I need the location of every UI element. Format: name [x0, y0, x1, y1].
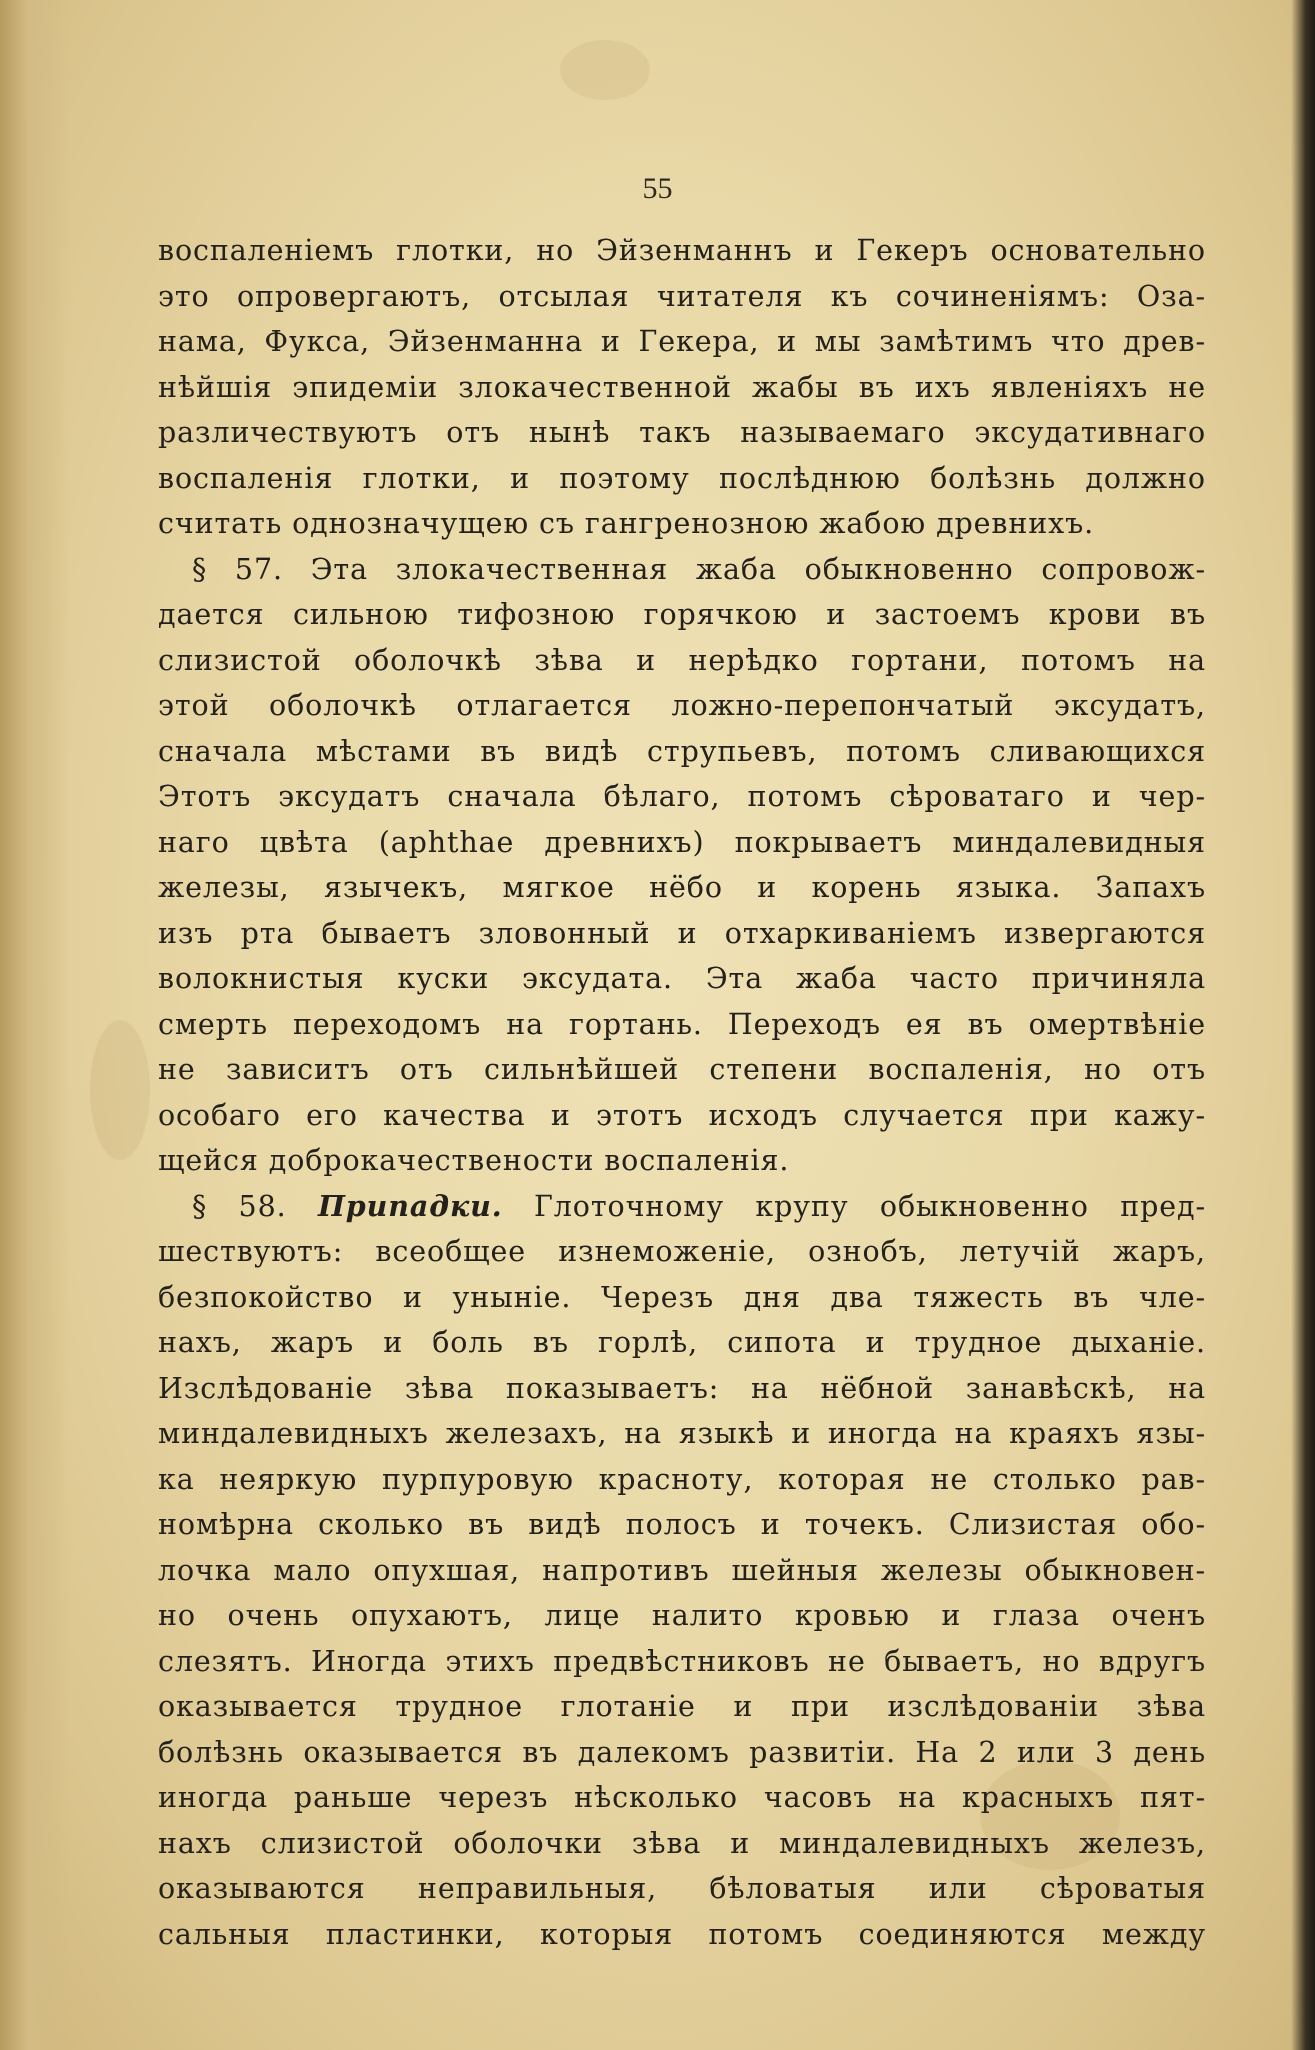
- text-line: но очень опухаютъ, лице налито кровью и глаза оченъ: [158, 1599, 1206, 1632]
- text-line: нѣйшія эпидеміи злокачественной жабы въ ихъ явленіяхъ не: [158, 370, 1206, 404]
- body-text: [158, 228, 1206, 1957]
- text-line: миндалевидныхъ железахъ, на языкѣ и иногда на краяхъ язы-: [158, 1417, 1206, 1450]
- text-line: болѣзнь оказывается въ далекомъ развитіи. На 2 или 3 день: [158, 1735, 1206, 1769]
- text-line: изъ рта бываетъ зловонный и отхаркиваніемъ извергаются: [158, 916, 1206, 950]
- text-line: воспаленіемъ глотки, но Эйзенманнъ и Гекеръ основательно: [158, 234, 1206, 267]
- text-line: различествуютъ отъ нынѣ такъ называемаго эксудативнаго: [158, 416, 1206, 449]
- text-fragment: Глоточному крупу обыкновенно пред-: [534, 1189, 1206, 1223]
- text-line: особаго его качества и этотъ исходъ случается при кажу-: [158, 1098, 1206, 1132]
- text-line: Изслѣдованіе зѣва показываетъ: на нёбной занавѣскѣ, на: [158, 1371, 1206, 1405]
- page-edge-shadow: [1291, 0, 1315, 2050]
- text-line: сначала мѣстами въ видѣ струпьевъ, потомъ сливающихся: [158, 734, 1206, 768]
- section-first-line: [158, 1184, 1206, 1230]
- text-line: иногда раньше черезъ нѣсколько часовъ на красныхъ пят-: [158, 1781, 1206, 1814]
- paper-stain: [90, 1020, 150, 1160]
- text-line: нахъ, жаръ и боль въ горлѣ, сипота и трудное дыханіе.: [158, 1326, 1206, 1359]
- text-line: оказываются неправильныя, бѣловатыя или сѣроватыя: [158, 1872, 1206, 1905]
- page-number: 55: [642, 172, 673, 205]
- text-line: сальныя пластинки, которыя потомъ соединяются между: [158, 1917, 1206, 1951]
- text-line: железы, язычекъ, мягкое нёбо и корень языка. Запахъ: [158, 871, 1206, 904]
- text-line: нама, Фукса, Эйзенманна и Гекера, и мы замѣтимъ что древ-: [158, 325, 1206, 358]
- text-line: оказывается трудное глотаніе и при изслѣдованіи зѣва: [158, 1690, 1206, 1723]
- text-line: волокнистыя куски эксудата. Эта жаба часто причиняла: [158, 962, 1206, 995]
- paragraph: [158, 228, 1206, 547]
- text-line: безпокойство и уныніе. Черезъ дня два тяжесть въ чле-: [158, 1280, 1206, 1314]
- text-line: не зависитъ отъ сильнѣйшей степени воспаленія, но отъ: [158, 1053, 1206, 1086]
- text-line: слезятъ. Иногда этихъ предвѣстниковъ не бываетъ, но вдругъ: [158, 1644, 1206, 1678]
- text-line: лочка мало опухшая, напротивъ шейныя железы обыкновен-: [158, 1553, 1206, 1587]
- text-line: номѣрна сколько въ видѣ полосъ и точекъ. Слизистая обо-: [158, 1508, 1206, 1541]
- paragraph-section-58: [158, 1184, 1206, 1958]
- text-line: считать однозначущею съ гангренозною жабою древнихъ.: [158, 507, 1095, 540]
- text-line: наго цвѣта (aphthae древнихъ) покрываетъ миндалевидныя: [158, 825, 1206, 859]
- text-line: щейся доброкачествености воспаленія.: [158, 1144, 790, 1177]
- text-line: нахъ слизистой оболочки зѣва и миндалевидныхъ железъ,: [158, 1826, 1206, 1860]
- text-line: смерть переходомъ на гортань. Переходъ ея въ омертвѣніе: [158, 1007, 1206, 1041]
- text-line: слизистой оболочкѣ зѣва и нерѣдко гортани, потомъ на: [158, 643, 1206, 677]
- page-fold-shadow: [0, 0, 70, 2050]
- text-line: этой оболочкѣ отлагается ложно-перепончатый эксудатъ,: [158, 689, 1206, 722]
- section-heading: Припадки.: [317, 1188, 503, 1223]
- section-number: § 58.: [192, 1189, 287, 1223]
- text-line: воспаленія глотки, и поэтому послѣднюю болѣзнь должно: [158, 461, 1206, 495]
- text-line: это опровергаютъ, отсылая читателя къ сочиненіямъ: Оза-: [158, 279, 1206, 313]
- paper-stain: [560, 40, 650, 100]
- text-line: § 57. Эта злокачественная жаба обыкновенно сопровож-: [192, 552, 1206, 586]
- text-line: шествуютъ: всеобщее изнеможеніе, ознобъ, летучій жаръ,: [158, 1235, 1206, 1268]
- text-line: Этотъ эксудатъ сначала бѣлаго, потомъ сѣроватаго и чер-: [158, 780, 1206, 813]
- paragraph-section-57: [158, 547, 1206, 1184]
- text-line: ка неяркую пурпуровую красноту, которая не столько рав-: [158, 1462, 1206, 1496]
- text-line: дается сильною тифозною горячкою и застоемъ крови въ: [158, 598, 1206, 631]
